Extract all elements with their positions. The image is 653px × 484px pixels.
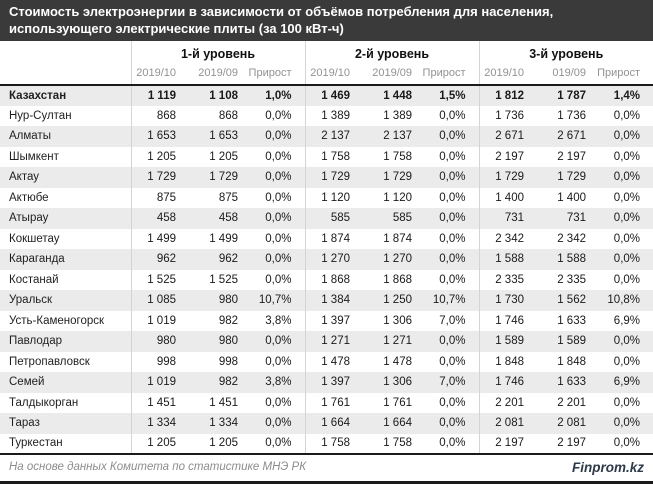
value-cell: 0,0%: [439, 335, 466, 348]
column-header: Прирост: [591, 62, 653, 85]
value-cell: 1 306: [383, 314, 412, 327]
value-cell: 0,0%: [265, 130, 292, 143]
table-row: [0, 290, 653, 311]
table-row: [0, 352, 653, 373]
value-cell: 0,0%: [613, 355, 641, 368]
value-cell: 0,0%: [613, 335, 641, 348]
value-cell: 1 499: [209, 232, 238, 245]
value-cell: 982: [218, 376, 238, 389]
value-cell: 1 729: [479, 167, 529, 188]
row-label: Атырау: [9, 212, 49, 225]
table-row: [0, 208, 653, 229]
value-cell: 1 389: [383, 109, 412, 122]
value-cell: 1 729: [209, 171, 238, 184]
value-cell: 982: [218, 314, 238, 327]
value-cell: 1 205: [181, 434, 243, 455]
value-cell: 1 633: [557, 376, 586, 389]
value-cell: 1 848: [557, 355, 586, 368]
value-cell: 1 085: [131, 290, 181, 311]
value-cell: 2 201: [479, 393, 529, 414]
value-cell: 1 589: [557, 335, 586, 348]
value-cell: 0,0%: [265, 171, 292, 184]
group-header-level-2: 2-й уровень: [305, 41, 479, 62]
value-cell: 0,0%: [265, 212, 292, 225]
value-cell: 1 588: [479, 249, 529, 270]
column-header: Прирост: [417, 62, 479, 85]
value-cell: 1 451: [131, 393, 181, 414]
value-cell: 2 342: [557, 232, 586, 245]
value-cell: 1 448: [383, 89, 412, 102]
value-cell: 1 271: [383, 335, 412, 348]
value-cell: 1 334: [131, 413, 181, 434]
table-row: [0, 393, 653, 414]
value-cell: 1 746: [479, 372, 529, 393]
value-cell: 7,0%: [439, 376, 466, 389]
value-cell: 1,5%: [439, 89, 466, 102]
column-header: 2019/10: [479, 62, 529, 85]
value-cell: 1 589: [479, 331, 529, 352]
value-cell: 1 664: [305, 413, 355, 434]
title-line-1: Стоимость электроэнергии в зависимости от объёмов потребления для населения,: [9, 4, 554, 19]
value-cell: 1 120: [383, 191, 412, 204]
row-label: Караганда: [9, 253, 65, 266]
value-cell: 1 119: [131, 85, 181, 106]
table-row: [0, 147, 653, 168]
value-cell: 962: [218, 253, 238, 266]
row-label: Алматы: [9, 130, 51, 143]
column-header: 2019/09: [355, 62, 417, 85]
row-label: Усть-Каменогорск: [9, 314, 105, 327]
level-header-row: [0, 41, 653, 62]
value-cell: 1 729: [557, 171, 586, 184]
value-cell: 1 664: [383, 417, 412, 430]
value-cell: 0,0%: [439, 396, 466, 409]
table-row: [0, 106, 653, 127]
value-cell: 0,0%: [591, 434, 653, 455]
row-label: Тараз: [9, 417, 40, 430]
value-cell: 2 197: [479, 434, 529, 455]
row-label: Шымкент: [9, 150, 59, 163]
value-cell: 0,0%: [439, 191, 466, 204]
value-cell: 1 633: [557, 314, 586, 327]
value-cell: 1 478: [383, 355, 412, 368]
value-cell: 0,0%: [613, 417, 641, 430]
value-cell: 0,0%: [439, 232, 466, 245]
value-cell: 731: [566, 212, 586, 225]
value-cell: 1 108: [209, 89, 238, 102]
period-header-row: [0, 62, 653, 85]
column-header: 2019/10: [305, 62, 355, 85]
value-cell: 1 736: [479, 106, 529, 127]
city-column-spacer: [0, 41, 131, 62]
value-cell: 3,8%: [265, 376, 292, 389]
value-cell: 1 271: [305, 331, 355, 352]
table-row: [0, 249, 653, 270]
value-cell: 1 451: [209, 396, 238, 409]
value-cell: 1 729: [383, 171, 412, 184]
value-cell: 2 197: [479, 147, 529, 168]
value-cell: 458: [218, 212, 238, 225]
column-header: Прирост: [243, 62, 305, 85]
table-row: [0, 188, 653, 209]
row-label: Туркестан: [0, 434, 131, 455]
brand-logo: Finprom.kz: [571, 459, 644, 475]
value-cell: 1 397: [305, 372, 355, 393]
value-cell: 998: [131, 352, 181, 373]
value-cell: 1 758: [383, 150, 412, 163]
table-row: [0, 331, 653, 352]
value-cell: 2 342: [479, 229, 529, 250]
value-cell: 0,0%: [439, 171, 466, 184]
value-cell: 2 081: [479, 413, 529, 434]
value-cell: 0,0%: [613, 109, 641, 122]
value-cell: 0,0%: [613, 273, 641, 286]
value-cell: 0,0%: [265, 335, 292, 348]
value-cell: 6,9%: [613, 376, 641, 389]
value-cell: 2 671: [557, 130, 586, 143]
group-header-level-1: 1-й уровень: [131, 41, 305, 62]
value-cell: 1 868: [383, 273, 412, 286]
table-row: [0, 229, 653, 250]
value-cell: 875: [218, 191, 238, 204]
value-cell: 731: [479, 208, 529, 229]
column-header: 2019/10: [131, 62, 181, 85]
table-row: [0, 311, 653, 332]
value-cell: 1 736: [557, 109, 586, 122]
value-cell: 0,0%: [439, 417, 466, 430]
infographic-title: [0, 0, 653, 41]
value-cell: 1 205: [209, 150, 238, 163]
city-column-header: [0, 62, 131, 85]
value-cell: 1 746: [479, 311, 529, 332]
value-cell: 1 787: [557, 89, 586, 102]
value-cell: 0,0%: [613, 130, 641, 143]
value-cell: 962: [131, 249, 181, 270]
value-cell: 0,0%: [439, 212, 466, 225]
value-cell: 1 499: [131, 229, 181, 250]
row-label: Семей: [9, 376, 45, 389]
value-cell: 2 197: [529, 434, 591, 455]
group-header-level-3: 3-й уровень: [479, 41, 653, 62]
value-cell: 868: [131, 106, 181, 127]
value-cell: 980: [131, 331, 181, 352]
value-cell: 0,0%: [265, 109, 292, 122]
row-label: Талдыкорган: [9, 396, 79, 409]
value-cell: 0,0%: [613, 396, 641, 409]
row-label: Казахстан: [9, 89, 67, 102]
value-cell: 0,0%: [417, 434, 479, 455]
value-cell: 1,4%: [613, 89, 641, 102]
value-cell: 1 334: [209, 417, 238, 430]
value-cell: 0,0%: [613, 212, 641, 225]
value-cell: 0,0%: [265, 355, 292, 368]
value-cell: 1 270: [305, 249, 355, 270]
value-cell: 0,0%: [613, 150, 641, 163]
table-row: [0, 270, 653, 291]
value-cell: 998: [218, 355, 238, 368]
value-cell: 0,0%: [265, 253, 292, 266]
table-row: [0, 372, 653, 393]
table-row: [0, 126, 653, 147]
value-cell: 0,0%: [265, 396, 292, 409]
value-cell: 868: [218, 109, 238, 122]
value-cell: 0,0%: [439, 355, 466, 368]
value-cell: 10,7%: [432, 294, 466, 307]
value-cell: 1 758: [305, 434, 355, 455]
row-label: Кокшетау: [9, 232, 60, 245]
footer: [0, 455, 653, 484]
value-cell: 0,0%: [439, 130, 466, 143]
value-cell: 1 562: [557, 294, 586, 307]
table-row: [0, 413, 653, 434]
value-cell: 1 205: [131, 434, 181, 455]
value-cell: 2 335: [479, 270, 529, 291]
value-cell: 2 201: [557, 396, 586, 409]
value-cell: 1 306: [383, 376, 412, 389]
value-cell: 585: [305, 208, 355, 229]
value-cell: 1 729: [131, 167, 181, 188]
column-header: 019/09: [529, 62, 591, 85]
value-cell: 0,0%: [613, 171, 641, 184]
value-cell: 0,0%: [265, 150, 292, 163]
value-cell: 1 874: [383, 232, 412, 245]
value-cell: 1 469: [305, 85, 355, 106]
value-cell: 1 400: [479, 188, 529, 209]
value-cell: 1 389: [305, 106, 355, 127]
value-cell: 1 730: [479, 290, 529, 311]
value-cell: 2 671: [479, 126, 529, 147]
value-cell: 1 019: [131, 372, 181, 393]
value-cell: 1 653: [209, 130, 238, 143]
row-label: Петропавловск: [9, 355, 90, 368]
value-cell: 1 250: [383, 294, 412, 307]
value-cell: 1 653: [131, 126, 181, 147]
value-cell: 1 525: [209, 273, 238, 286]
value-cell: 2 197: [557, 150, 586, 163]
value-cell: 1 525: [131, 270, 181, 291]
value-cell: 1 270: [383, 253, 412, 266]
value-cell: 0,0%: [265, 417, 292, 430]
value-cell: 1 729: [305, 167, 355, 188]
data-source-note: На основе данных Комитета по статистике МНЭ РК: [9, 461, 307, 473]
value-cell: 1 397: [305, 311, 355, 332]
value-cell: 1 400: [557, 191, 586, 204]
value-cell: 585: [392, 212, 412, 225]
title-line-2: использующего электрические плиты (за 100 кВт-ч): [9, 21, 344, 36]
column-header: 2019/09: [181, 62, 243, 85]
value-cell: 1 019: [131, 311, 181, 332]
value-cell: 0,0%: [265, 273, 292, 286]
table-row: [0, 434, 653, 455]
row-label: Уральск: [9, 294, 53, 307]
value-cell: 0,0%: [439, 273, 466, 286]
value-cell: 0,0%: [613, 232, 641, 245]
value-cell: 1 205: [131, 147, 181, 168]
value-cell: 0,0%: [613, 191, 641, 204]
value-cell: 0,0%: [243, 434, 305, 455]
table-row: [0, 167, 653, 188]
value-cell: 1 120: [305, 188, 355, 209]
value-cell: 1 874: [305, 229, 355, 250]
price-table: [0, 41, 653, 455]
row-label: Нур-Султан: [9, 109, 72, 122]
value-cell: 980: [218, 335, 238, 348]
row-label: Актау: [9, 171, 39, 184]
value-cell: 10,7%: [258, 294, 292, 307]
value-cell: 0,0%: [439, 109, 466, 122]
value-cell: 458: [131, 208, 181, 229]
value-cell: 1 812: [479, 85, 529, 106]
value-cell: 0,0%: [613, 253, 641, 266]
value-cell: 10,8%: [607, 294, 641, 307]
value-cell: 875: [131, 188, 181, 209]
value-cell: 1 761: [383, 396, 412, 409]
value-cell: 980: [218, 294, 238, 307]
value-cell: 1 758: [305, 147, 355, 168]
row-label: Актюбе: [9, 191, 49, 204]
value-cell: 0,0%: [265, 232, 292, 245]
value-cell: 2 137: [305, 126, 355, 147]
row-label: Костанай: [9, 273, 59, 286]
value-cell: 1 848: [479, 352, 529, 373]
value-cell: 6,9%: [613, 314, 641, 327]
table-row: [0, 85, 653, 106]
value-cell: 1 384: [305, 290, 355, 311]
value-cell: 1 868: [305, 270, 355, 291]
value-cell: 0,0%: [439, 253, 466, 266]
value-cell: 1,0%: [265, 89, 292, 102]
value-cell: 1 761: [305, 393, 355, 414]
value-cell: 1 478: [305, 352, 355, 373]
value-cell: 2 335: [557, 273, 586, 286]
value-cell: 3,8%: [265, 314, 292, 327]
value-cell: 1 588: [557, 253, 586, 266]
value-cell: 2 137: [383, 130, 412, 143]
value-cell: 7,0%: [439, 314, 466, 327]
value-cell: 0,0%: [265, 191, 292, 204]
value-cell: 0,0%: [439, 150, 466, 163]
table-body: [0, 85, 653, 454]
row-label: Павлодар: [9, 335, 62, 348]
value-cell: 2 081: [557, 417, 586, 430]
value-cell: 1 758: [355, 434, 417, 455]
